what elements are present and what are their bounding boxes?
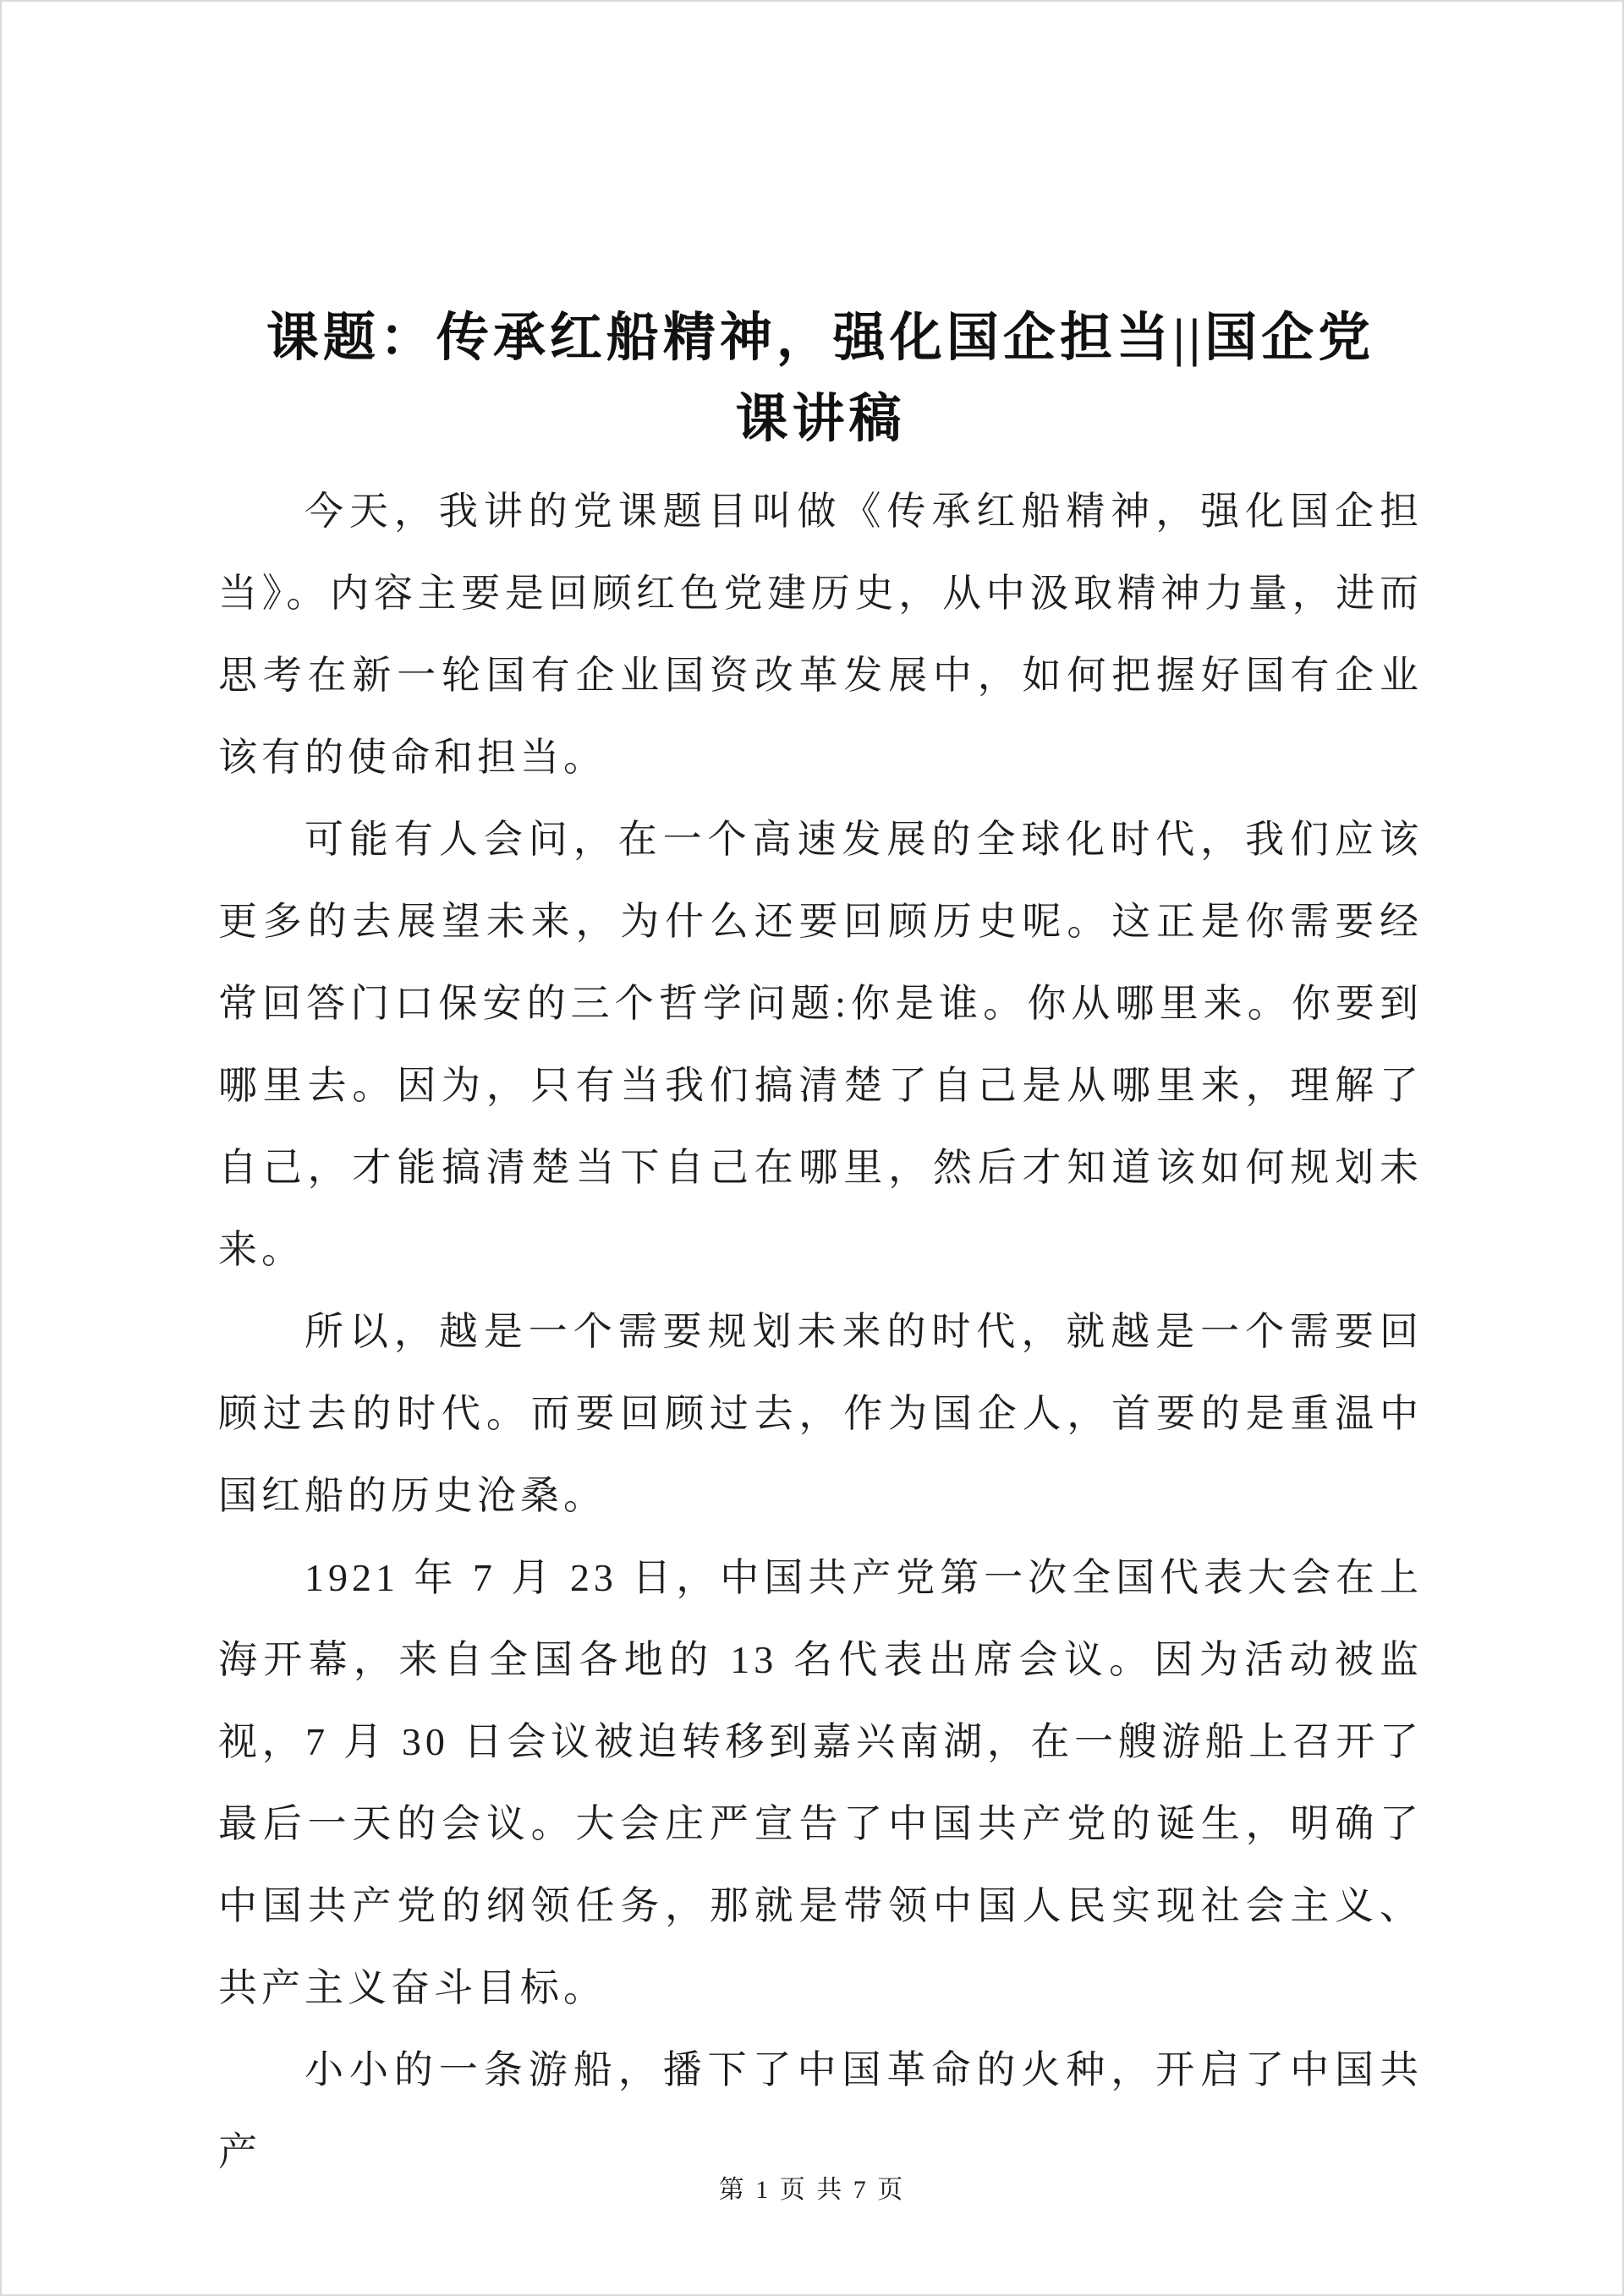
page-number-indicator: 第 1 页 共 7 页 — [718, 2176, 906, 2204]
document-title — [218, 298, 1423, 460]
document-title-line-1: 课题：传承红船精神，强化国企担当||国企党 — [266, 310, 1375, 367]
paragraph: 今天，我讲的党课题目叫做《传承红船精神，强化国企担当》。内容主要是回顾红色党建历史，从中汲取精神力量，进而思考在新一轮国有企业国资改革发展中，如何把握好国有企业该有的使命和担当。 — [218, 490, 1423, 779]
paragraph: 1921 年 7 月 23 日，中国共产党第一次全国代表大会在上海开幕，来自全国各地的 13 名代表出席会议。因为活动被监视，7 月 30 日会议被迫转移到嘉兴南湖，在一艘游船上召开了最后一天的会议。大会庄严宣告了中国共产党的诞生，明确了中国共产党的纲领任务，那就是带领中国人民实现社会主义、共产主义奋斗目标。 — [218, 1556, 1423, 2009]
page-footer — [2, 2168, 1622, 2206]
document-content — [218, 298, 1423, 2193]
paragraph: 小小的一条游船，播下了中国革命的火种，开启了中国共产 — [218, 2048, 1423, 2173]
paragraph: 可能有人会问，在一个高速发展的全球化时代，我们应该更多的去展望未来，为什么还要回顾历史呢。这正是你需要经常回答门口保安的三个哲学问题:你是谁。你从哪里来。你要到哪里去。因为，只有当我们搞清楚了自己是从哪里来，理解了自己，才能搞清楚当下自己在哪里，然后才知道该如何规划未来。 — [218, 818, 1423, 1271]
document-title-line-2: 课讲稿 — [735, 391, 906, 448]
paragraph: 所以，越是一个需要规划未来的时代，就越是一个需要回顾过去的时代。而要回顾过去，作为国企人，首要的是重温中国红船的历史沧桑。 — [218, 1310, 1423, 1517]
document-body — [218, 470, 1423, 2193]
